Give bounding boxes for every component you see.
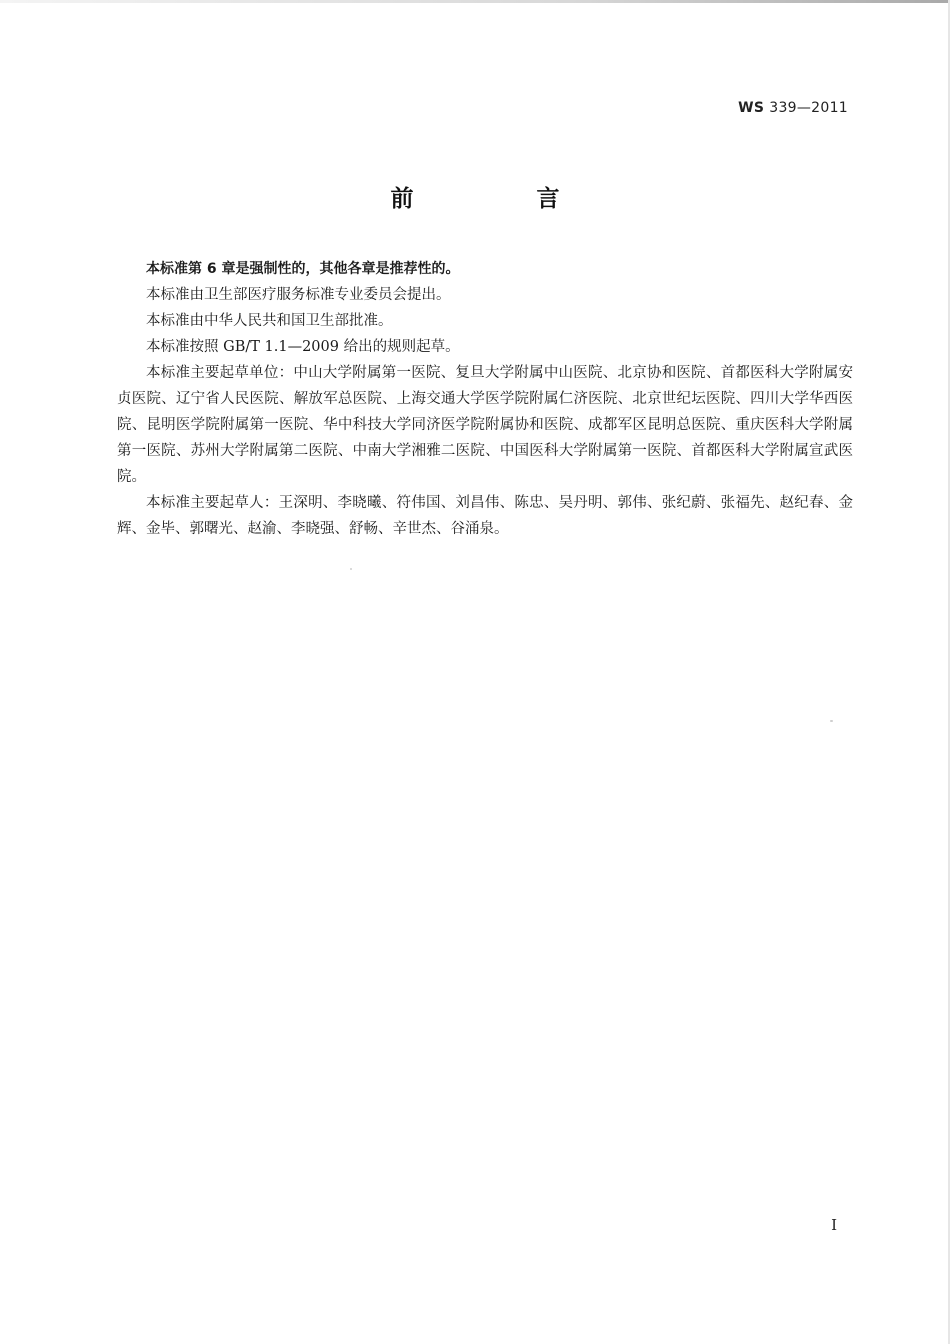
standard-number: 339—2011 [769, 100, 848, 116]
page-title: 前 言 [390, 186, 610, 212]
drafting-units: 本标准主要起草单位：中山大学附属第一医院、复旦大学附属中山医院、北京协和医院、首都医科大学附属安贞医院、辽宁省人民医院、解放军总医院、上海交通大学医学院附属仁济医院、北京世纪坛医院、四川大学华西医院、昆明医学院附属第一医院、华中科技大学同济医学院附属协和医院、成都军区昆明总医院、重庆医科大学附属第一医院、苏州大学附属第二医院、中南大学湘雅二医院、中国医科大学附属第一医院、首都医科大学附属宣武医院。 [117, 365, 853, 485]
page-number: I [831, 1216, 837, 1234]
scan-speck [350, 568, 352, 570]
approval-statement: 本标准由中华人民共和国卫生部批准。 [146, 313, 393, 329]
mandatory-chapter-statement: 本标准第 6 章是强制性的，其他各章是推荐性的。 [146, 261, 460, 277]
scan-speck [830, 720, 833, 722]
drafters: 本标准主要起草人：王深明、李晓曦、符伟国、刘昌伟、陈忠、吴丹明、郭伟、张纪蔚、张福先、赵纪春、金辉、金毕、郭曙光、赵渝、李晓强、舒畅、辛世杰、谷涌泉。 [117, 495, 853, 537]
standard-code [738, 100, 848, 116]
foreword-body [117, 256, 853, 542]
scan-top-edge [0, 0, 950, 3]
drafting-rules-statement: 本标准按照 GB/T 1.1—2009 给出的规则起草。 [146, 339, 460, 355]
proposer-statement: 本标准由卫生部医疗服务标准专业委员会提出。 [146, 287, 451, 303]
standard-prefix: WS [738, 100, 765, 116]
